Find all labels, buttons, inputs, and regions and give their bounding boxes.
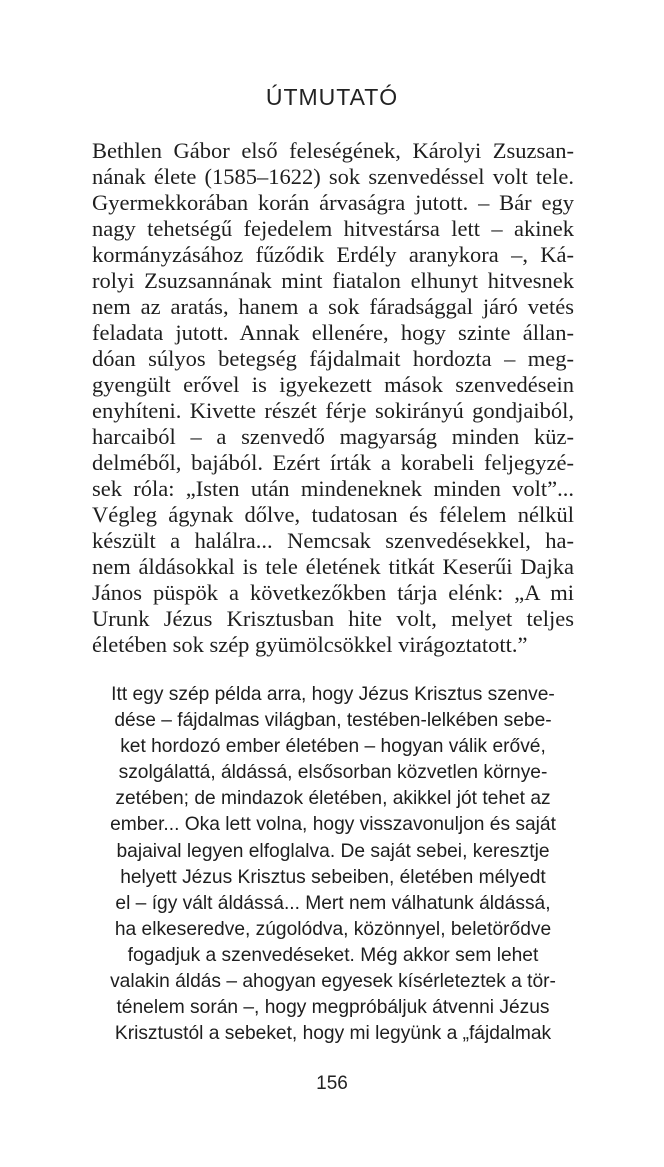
intro-line: János püspök a következőkben tárja elénk: „A mi <box>92 580 574 605</box>
commentary-line: ha elkeseredve, zúgolódva, közönnyel, beletörődve <box>114 918 552 940</box>
commentary-line: bajaival legyen elfoglalva. De saját sebei, keresztje <box>116 840 550 862</box>
intro-line: életében sok szép gyümölcsökkel virágoztatott.” <box>92 632 528 657</box>
intro-line: enyhíteni. Kivette részét férje sokirányú gondjaiból, <box>92 398 574 423</box>
commentary-line: zetében; de mindazok életében, akikkel jót tehet az <box>115 788 551 810</box>
intro-line: Gyermekkorában korán árvaságra jutott. – Bár egy <box>92 190 574 215</box>
page-number: 156 <box>316 1073 348 1094</box>
commentary-line: dése – fájdalmas világban, testében-lelkében sebe- <box>114 710 552 732</box>
intro-line: dóan súlyos betegség fájdalmait hordozta – meg- <box>92 346 574 371</box>
intro-paragraph <box>92 138 574 658</box>
commentary-line: ember... Oka lett volna, hogy visszavonuljon és saját <box>110 814 556 836</box>
intro-line: feladata jutott. Annak ellenére, hogy szinte állan- <box>92 320 574 345</box>
intro-line: készült a halálra... Nemcsak szenvedésekkel, ha- <box>92 528 574 553</box>
intro-line: harcaiból – a szenvedő magyarság minden küz- <box>92 424 574 449</box>
intro-line: kormányzásához fűződik Erdély aranykora –, Ká- <box>92 242 574 267</box>
intro-line: Urunk Jézus Krisztusban hite volt, melyet teljes <box>92 606 574 631</box>
intro-line: Végleg ágynak dőlve, tudatosan és félelem nélkül <box>92 502 574 527</box>
intro-line: gyengült erővel is igyekezett mások szenvedésein <box>92 372 574 397</box>
commentary-line: helyett Jézus Krisztus sebeiben, életében mélyedt <box>120 866 546 888</box>
intro-line: nagy tehetségű fejedelem hitvestársa lett – akinek <box>92 216 574 241</box>
intro-line: nának élete (1585–1622) sok szenvedéssel volt tele. <box>92 164 574 189</box>
intro-line: delméből, bajából. Ezért írták a korabeli feljegyzé- <box>92 450 574 475</box>
intro-line: Bethlen Gábor első feleségének, Károlyi Zsuzsan- <box>92 138 574 163</box>
intro-line: nem az aratás, hanem a sok fáradsággal járó vetés <box>92 294 574 319</box>
commentary-line: Itt egy szép példa arra, hogy Jézus Krisztus szenve- <box>111 684 555 705</box>
commentary-line: el – így vált áldássá... Mert nem válhatunk áldássá, <box>115 892 551 914</box>
commentary-line: fogadjuk a szenvedéseket. Még akkor sem lehet <box>127 944 539 966</box>
intro-line: rolyi Zsuzsannának mint fiatalon elhunyt hitvesnek <box>92 268 574 293</box>
commentary-line: valakin áldás – ahogyan egyesek kísérleteztek a tör- <box>110 971 556 993</box>
commentary-line: szolgálattá, áldássá, elsősorban közvetlen környe- <box>118 762 548 784</box>
commentary-line: ket hordozó ember életében – hogyan válik erővé, <box>120 736 546 758</box>
commentary-line: Krisztustól a sebeket, hogy mi legyünk a „fájdalmak <box>114 1023 552 1045</box>
intro-line: nem áldásokkal is tele életének titkát Keserűi Dajka <box>92 554 574 579</box>
commentary-line: ténelem során –, hogy megpróbáljuk átvenni Jézus <box>116 997 550 1019</box>
page-title: ÚTMUTATÓ <box>265 84 399 110</box>
commentary-paragraph <box>92 682 574 1047</box>
intro-line: sek róla: „Isten után mindeneknek minden volt”... <box>92 476 574 501</box>
